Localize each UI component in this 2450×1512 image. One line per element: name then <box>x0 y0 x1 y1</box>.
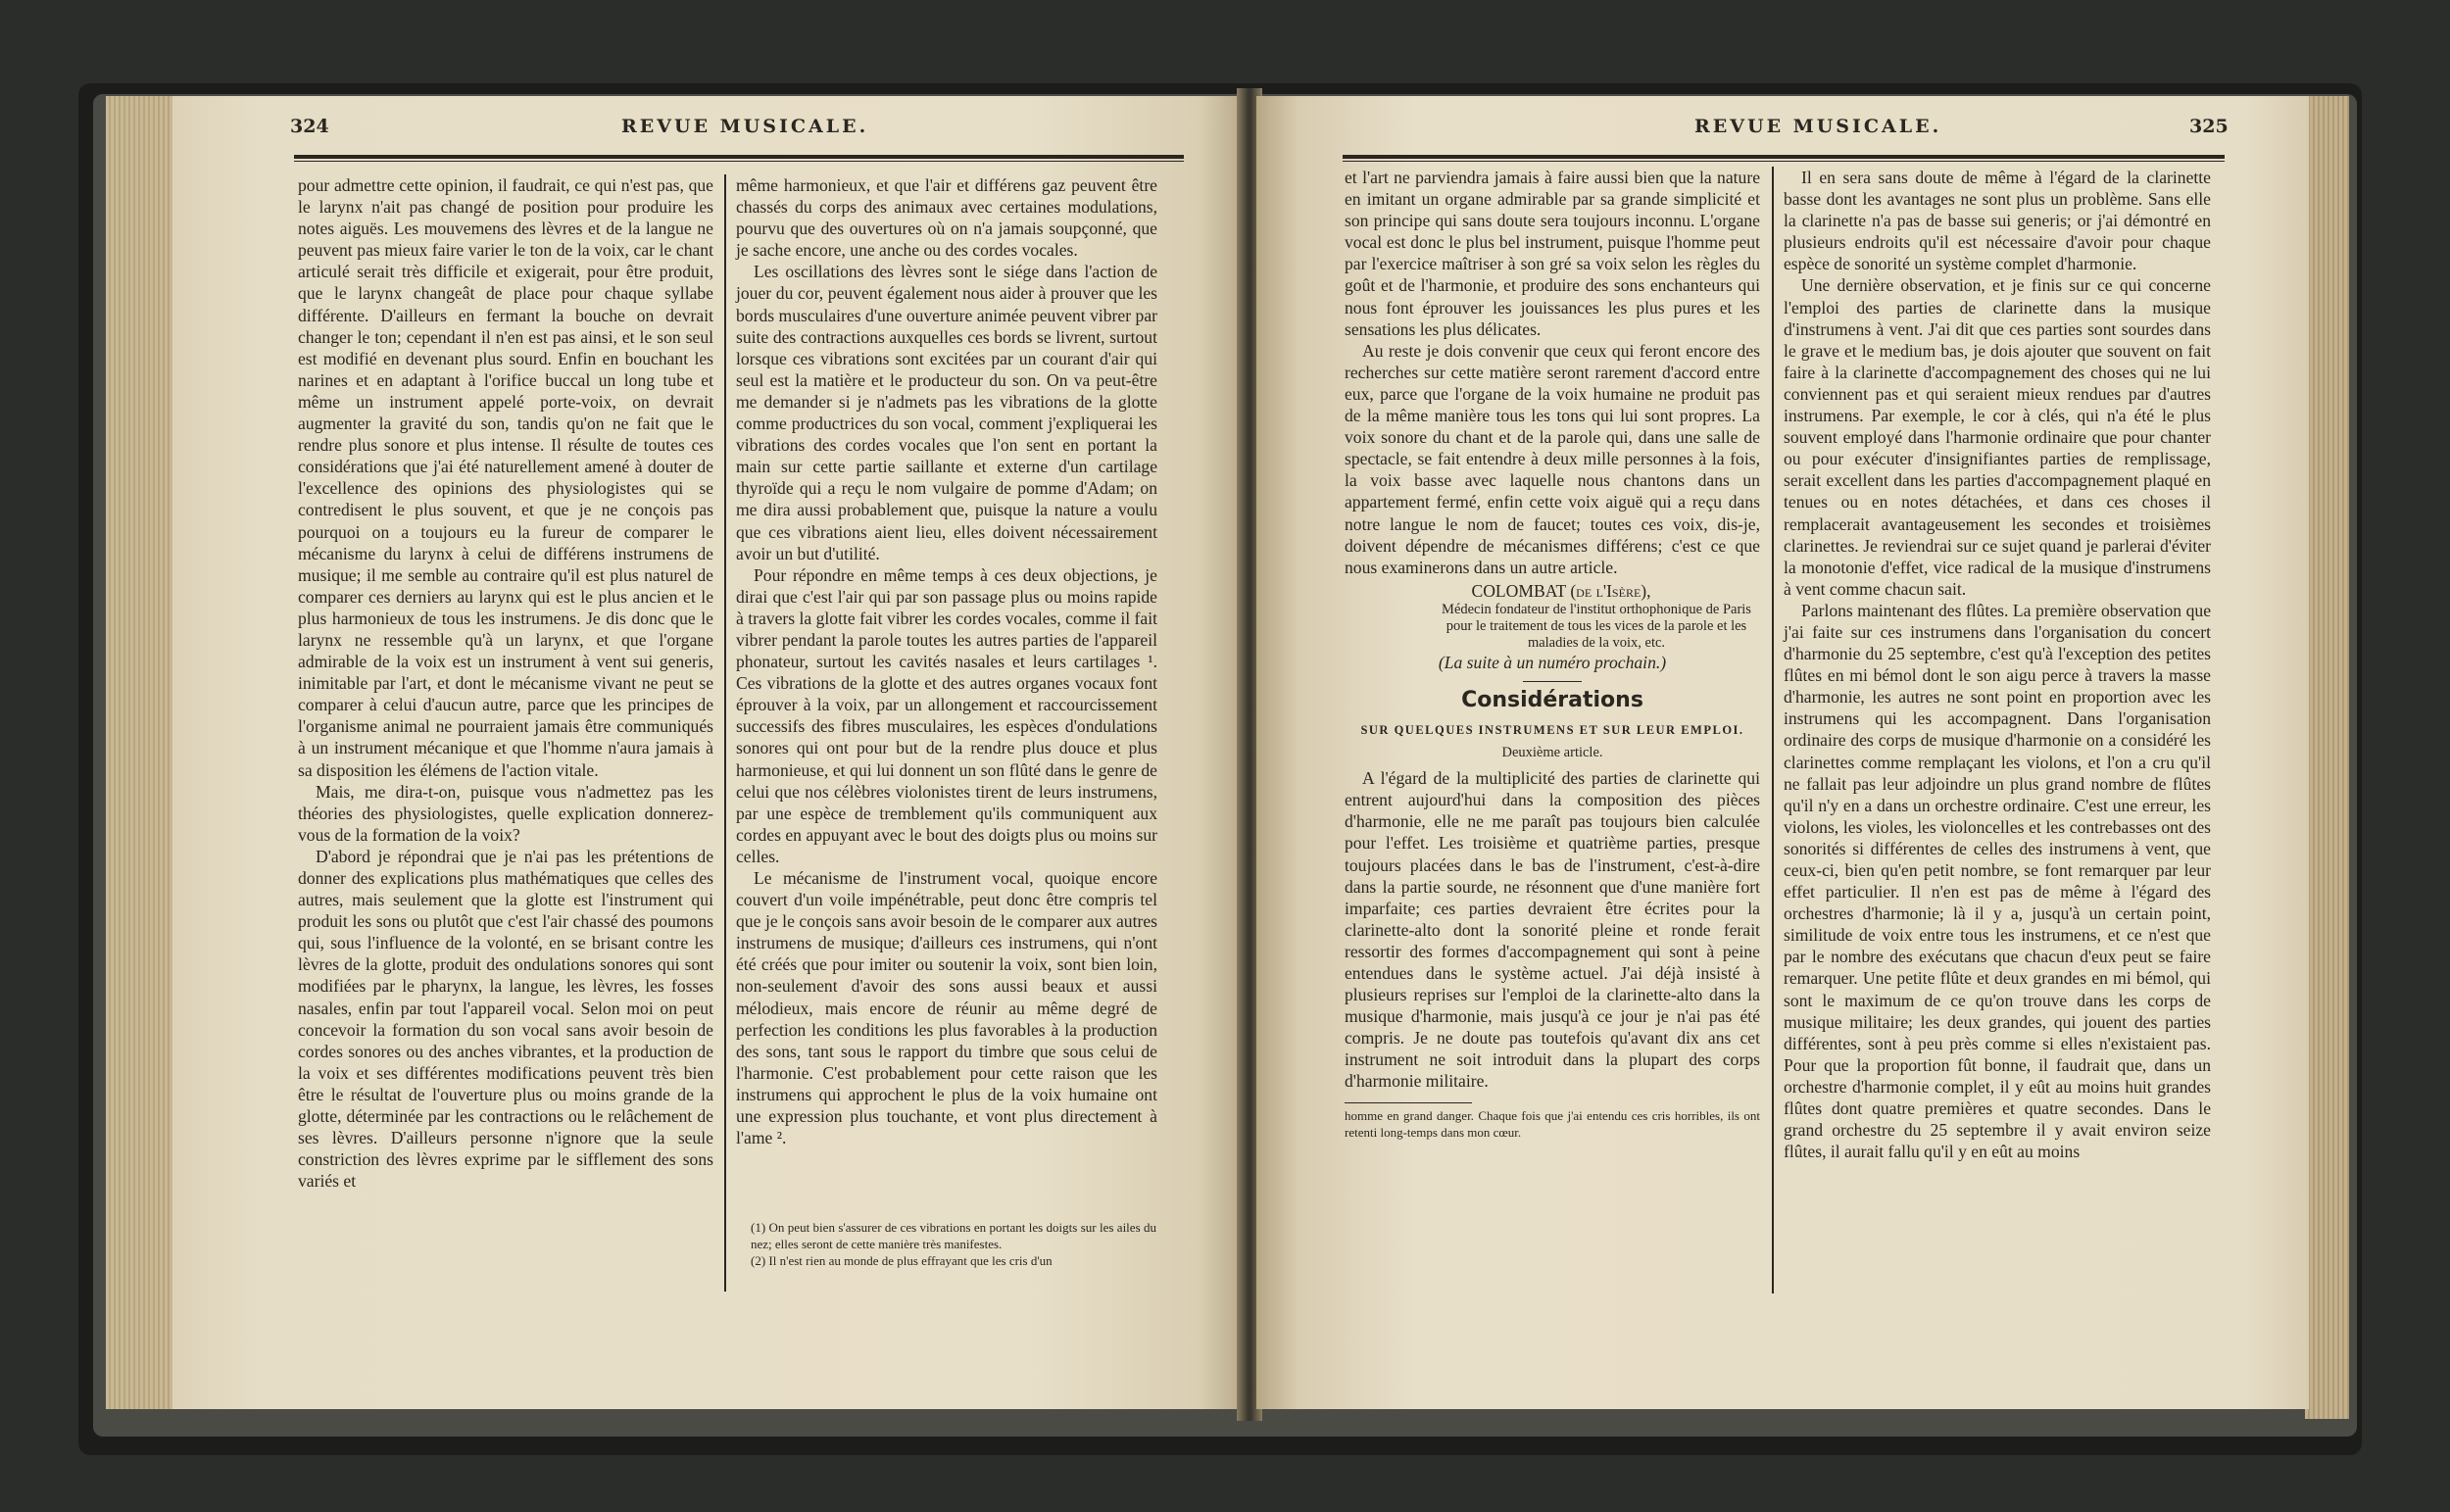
running-head-left: REVUE MUSICALE. <box>621 116 869 137</box>
paragraph: Pour répondre en même temps à ces deux objections, je dirai que c'est l'air qui par son passage plus ou moins rapide à travers la glotte fait vibrer les cordes vocales, comme il fait vibrer pendant la parole toutes les autres parties de l'appareil phonateur, surtout les cavités nasales et leurs cartilages ¹. Ces vibrations de la glotte et des autres organes vocaux font éprouver à la voix, par un allongement et raccourcissement successifs des fibres musculaires, les espèces d'ondulations sonores qui ont pour but de la rendre plus douce et plus harmonieuse, et qui lui donnent un son flûté dans le genre de celui que nos célèbres violonistes tirent de leurs instrumens, par une espèce de tremblement qu'ils communiquent aux cordes en appuyant avec le bout des doigts plus ou moins sur celles. <box>736 564 1157 866</box>
footnote: (1) On peut bien s'assurer de ces vibrations en portant les doigts sur les ailes du nez; elles seront de cette manière très manifestes. <box>751 1220 1156 1251</box>
section-divider <box>1523 681 1582 682</box>
left-page-column-2 <box>736 174 1157 1148</box>
header-rule-left <box>294 155 1184 159</box>
left-page <box>172 96 1243 1409</box>
page-number-right: 325 <box>2189 116 2229 137</box>
column-divider-right <box>1772 167 1774 1293</box>
paragraph: Le mécanisme de l'instrument vocal, quoique encore couvert d'un voile impénétrable, peut donc être compris tel que je le conçois sans avoir besoin de le comparer aux autres instrumens de musique; d'ailleurs ces instrumens, qui n'ont été créés que pour imiter ou soutenir la voix, sont bien loin, non-seulement d'avoir des sons aussi beaux et aussi mélodieux, mais encore de réunir au même degré de perfection les conditions les plus favorables à la production des sons, tant sous le rapport du timbre que sous celui de l'harmonie. C'est probablement pour cette raison que les instrumens qui approchent le plus de la voix humaine ont une expression plus touchante, et vont plus directement à l'ame ². <box>736 868 1157 1148</box>
article-title: Considérations <box>1461 687 1643 712</box>
left-page-column-1 <box>298 174 713 1192</box>
column-divider-left <box>724 174 726 1292</box>
running-head-right: REVUE MUSICALE. <box>1694 116 1942 137</box>
paragraph: même harmonieux, et que l'air et différens gaz peuvent être chassés du corps des animaux avec certaines modulations, pourvu que des ouvertures où on n'a jamais soupçonné, que je sache encore, une anche ou des cordes vocales. <box>736 175 1157 261</box>
header-rule-right <box>1343 155 2225 159</box>
continued-note: (La suite à un numéro prochain.) <box>1438 652 1667 672</box>
left-page-edges <box>106 96 176 1409</box>
right-page-column-2 <box>1784 167 2211 1162</box>
left-page-footnotes <box>751 1219 1156 1269</box>
right-page-column-1 <box>1345 167 1760 1141</box>
paragraph: Il en sera sans doute de même à l'égard de la clarinette basse dont les avantages ne sont plus un problème. Sans elle la clarinette n'a pas de basse sui generis; or j'ai démontré en plusieurs endroits qu'il est nécessaire d'avoir pour chaque espèce de sonorité un système complet d'harmonie. <box>1784 168 2211 274</box>
paragraph: et l'art ne parviendra jamais à faire aussi bien que la nature en imitant un organe admirable par sa grande simplicité et son principe qui sans doute sera toujours inconnu. L'organe vocal est donc le plus bel instrument, puisque l'homme peut par l'exercice maîtriser à son gré sa voix selon les règles du goût et de l'harmonie, et produire des sons enchanteurs qui nous font éprouver les jouissances les plus pures et les sensations les plus délicates. <box>1345 168 1760 339</box>
page-number-left: 324 <box>290 116 329 137</box>
header-rule-thin-right <box>1343 161 2225 162</box>
paragraph: Mais, me dira-t-on, puisque vous n'admettez pas les théories des physiologistes, quelle explication donnerez-vous de la formation de la voix? <box>298 781 713 845</box>
right-page-edges <box>2305 96 2349 1419</box>
paragraph: D'abord je répondrai que je n'ai pas les prétentions de donner des explications plus mathématiques que celles des autres, mais seulement que la glotte est l'instrument qui produit les sons ou plutôt que c'est l'air chassé des poumons qui, sous l'influence de la volonté, en se brisant contre les lèvres de la glotte, produit des ondulations sonores qui sont modifiées par le pharynx, la langue, les lèvres, les fosses nasales, enfin par tout l'appareil vocal. Selon moi on peut concevoir la formation du son vocal sans avoir besoin de cordes sonores ou des anches vibrantes, et la production de la voix et ses différentes modifications peuvent très bien être le résultat de l'ouverture plus ou moins grande de la glotte, déterminée par les contractions ou le relâchement de ses lèvres. D'ailleurs personne n'ignore que la seule constriction des lèvres exprime par le sifflement des sons variés et <box>298 846 713 1192</box>
right-page <box>1256 96 2309 1409</box>
paragraph: pour admettre cette opinion, il faudrait, ce qui n'est pas, que le larynx n'ait pas changé de position pour produire les notes aiguës. Les mouvemens des lèvres et de la langue ne peuvent pas mieux faire varier le ton de la voix, car le chant articulé serait très difficile et exigerait, pour être produit, que le larynx changeât de place pour chaque syllabe différente. D'ailleurs en fermant la bouche on devrait changer le ton; cependant il n'en est pas ainsi, et le son seul est modifié en devenant plus sourd. Enfin en bouchant les narines et en adaptant à l'orifice buccal un long tube et même un instrument appelé porte-voix, on devrait augmenter la gravité du son, tandis qu'on ne fait que le rendre plus sonore et plus intense. Il résulte de toutes ces considérations que j'ai été naturellement amené à douter de l'excellence des opinions des physiologistes qui se contredisent le plus souvent, et que je ne conçois pas pourquoi on a toujours eu la fureur de comparer le mécanisme du larynx à celui de différens instrumens de musique; il me semble au contraire qu'il est plus naturel de comparer ces derniers au larynx qui est le plus ancien et le plus harmonieux de tous les instrumens. Je dis donc que le larynx ne ressemble qu'à un larynx, et que l'organe admirable de la voix est un instrument à vent sui generis, inimitable par l'art, et dont le mécanisme vivant ne peut se comparer à celui d'aucun autre, parce que les principes de l'organisme animal ne pourraient jamais être communiqués à un instrument mécanique et que l'homme n'aura jamais à sa disposition les élémens de l'action vitale. <box>298 175 713 780</box>
footnote-rule <box>1345 1102 1472 1103</box>
footnote: (2) Il n'est rien au monde de plus effrayant que les cris d'un <box>751 1253 1053 1268</box>
paragraph: Une dernière observation, et je finis sur ce qui concerne l'emploi des parties de clarinette dans la musique d'instrumens à vent. J'ai dit que ces parties sont sourdes dans le grave et le medium bas, je dois ajouter que souvent on fait faire à la clarinette d'accompagnement des choses qui ne lui conviennent pas et qui seraient mieux rendues par d'autres instrumens. Par exemple, le cor à clés, qui n'a été le plus souvent employé dans l'harmonie ordinaire que pour chanter ou pour exécuter d'insignifiantes parties de remplissage, serait excellent dans les parties d'accompagnement plaqué en tenues ou en notes détachées, et dans ces choses il remplacerait avantageusement les secondes et troisièmes clarinettes. Je reviendrai sur ce sujet quand je parlerai d'éviter la monotonie d'effet, vice radical de la musique d'instrumens à vent comme chacun sait. <box>1784 275 2211 599</box>
author-signature: COLOMBAT (de l'Isère), <box>1471 580 1651 601</box>
article-subtitle: SUR QUELQUES INSTRUMENS ET SUR LEUR EMPLOI. <box>1360 723 1744 738</box>
paragraph: Au reste je dois convenir que ceux qui feront encore des recherches sur cette matière seront rarement d'accord entre eux, parce que l'organe de la voix humaine ne produit pas de la même manière tous les tons qui lui sont propres. La voix sonore du chant et de la parole qui, dans une salle de spectacle, se fait entendre à deux mille personnes à la fois, la voix basse avec laquelle nous chantons dans un appartement fermé, enfin cette voix aiguë qui a reçu dans notre langue le nom de faucet; toutes ces voix, dis-je, doivent dépendre de mécanismes différens; c'est ce que nous examinerons dans un autre article. <box>1345 340 1760 577</box>
paragraph: A l'égard de la multiplicité des parties de clarinette qui entrent aujourd'hui dans la composition des pièces d'harmonie, elle ne me paraît pas toujours bien calculée pour l'effet. Les troisième et quatrième parties, presque toujours placées dans le bas de l'instrument, c'est-à-dire dans la partie sourde, ne résonnent que d'une manière fort imparfaite; ces parties devraient être écrites pour la clarinette-alto dont la sonorité pleine et ronde ferait ressortir des formes d'accompagnement qui sont à peine entendues dans le système actuel. J'ai déjà insisté à plusieurs reprises sur l'emploi de la clarinette-alto dans la musique d'harmonie, mais jusqu'à ce jour je n'ai pas été compris. Je ne doute pas toutefois qu'avant dix ans cet instrument ne soit introduit dans la plupart des corps d'harmonie militaire. <box>1345 768 1760 1092</box>
footnote-continuation: homme en grand danger. Chaque fois que j'ai entendu ces cris horribles, ils ont retenti long-temps dans mon cœur. <box>1345 1107 1760 1140</box>
header-rule-thin-left <box>294 161 1184 162</box>
article-part: Deuxième article. <box>1501 745 1603 761</box>
author-credentials: Médecin fondateur de l'institut orthophonique de Paris pour le traitement de tous les vices de la parole et les maladies de la voix, etc. <box>1442 601 1751 651</box>
paragraph: Les oscillations des lèvres sont le siége dans l'action de jouer du cor, peuvent également nous aider à prouver que les bords musculaires d'une ouverture animée peuvent vibrer par suite des contractions auxquelles ces bords se livrent, surtout lorsque ces vibrations sont excitées par un courant d'air qui seul est la matière et le producteur du son. On va peut-être me demander si je n'admets pas les vibrations de la glotte comme productrices du son vocal, comment j'expliquerai les vibrations des cordes vocales que l'on sent en portant la main sur cette partie saillante et externe d'un cartilage thyroïde qui a reçu le nom vulgaire de pomme d'Adam; on me dira aussi probablement que, puisque la nature a voulu que ces vibrations aient lieu, elles doivent nécessairement avoir un but d'utilité. <box>736 262 1157 563</box>
paragraph: Parlons maintenant des flûtes. La première observation que j'ai faite sur ces instrumens dans l'organisation du concert d'harmonie du 25 septembre, c'est qu'à l'exception des petites flûtes en mi bémol dont le son aigu perce à travers la masse d'harmonie, les autres ne sont point en proportion avec les instrumens qui les accompagnent. Dans l'organisation ordinaire des corps de musique d'harmonie on a considéré les clarinettes comme remplaçant les violons, et l'on a cru qu'il ne fallait pas leur adjoindre un plus grand nombre de flûtes qu'il n'y en a dans un orchestre ordinaire. C'est une erreur, les violons, les violes, les violoncelles et les contrebasses ont des sonorités si différentes de celles des instrumens à vent, que ceux-ci, bien qu'en petit nombre, se font remarquer par leur effet particulier. Il n'en est pas de même à l'égard des orchestres d'harmonie; là il y a, jusqu'à un certain point, similitude de voix entre tous les instrumens, et ce n'est que par le nombre des exécutans que chacun d'eux peut se faire remarquer. Une petite flûte et deux grandes en mi bémol, qui sont le maximum de ce qu'on trouve dans les corps de musique militaire; les deux grandes, qui jouent des parties différentes, sont à peu près comme si elles n'existaient pas. Pour que la proportion fût bonne, il faudrait que, dans un orchestre d'harmonie complet, il y eût au moins huit grandes flûtes dont quatre premières et quatre secondes. Dans le grand orchestre du 25 septembre il y avait environ seize flûtes, il aurait fallu qu'il y en eût au moins <box>1784 600 2211 1162</box>
